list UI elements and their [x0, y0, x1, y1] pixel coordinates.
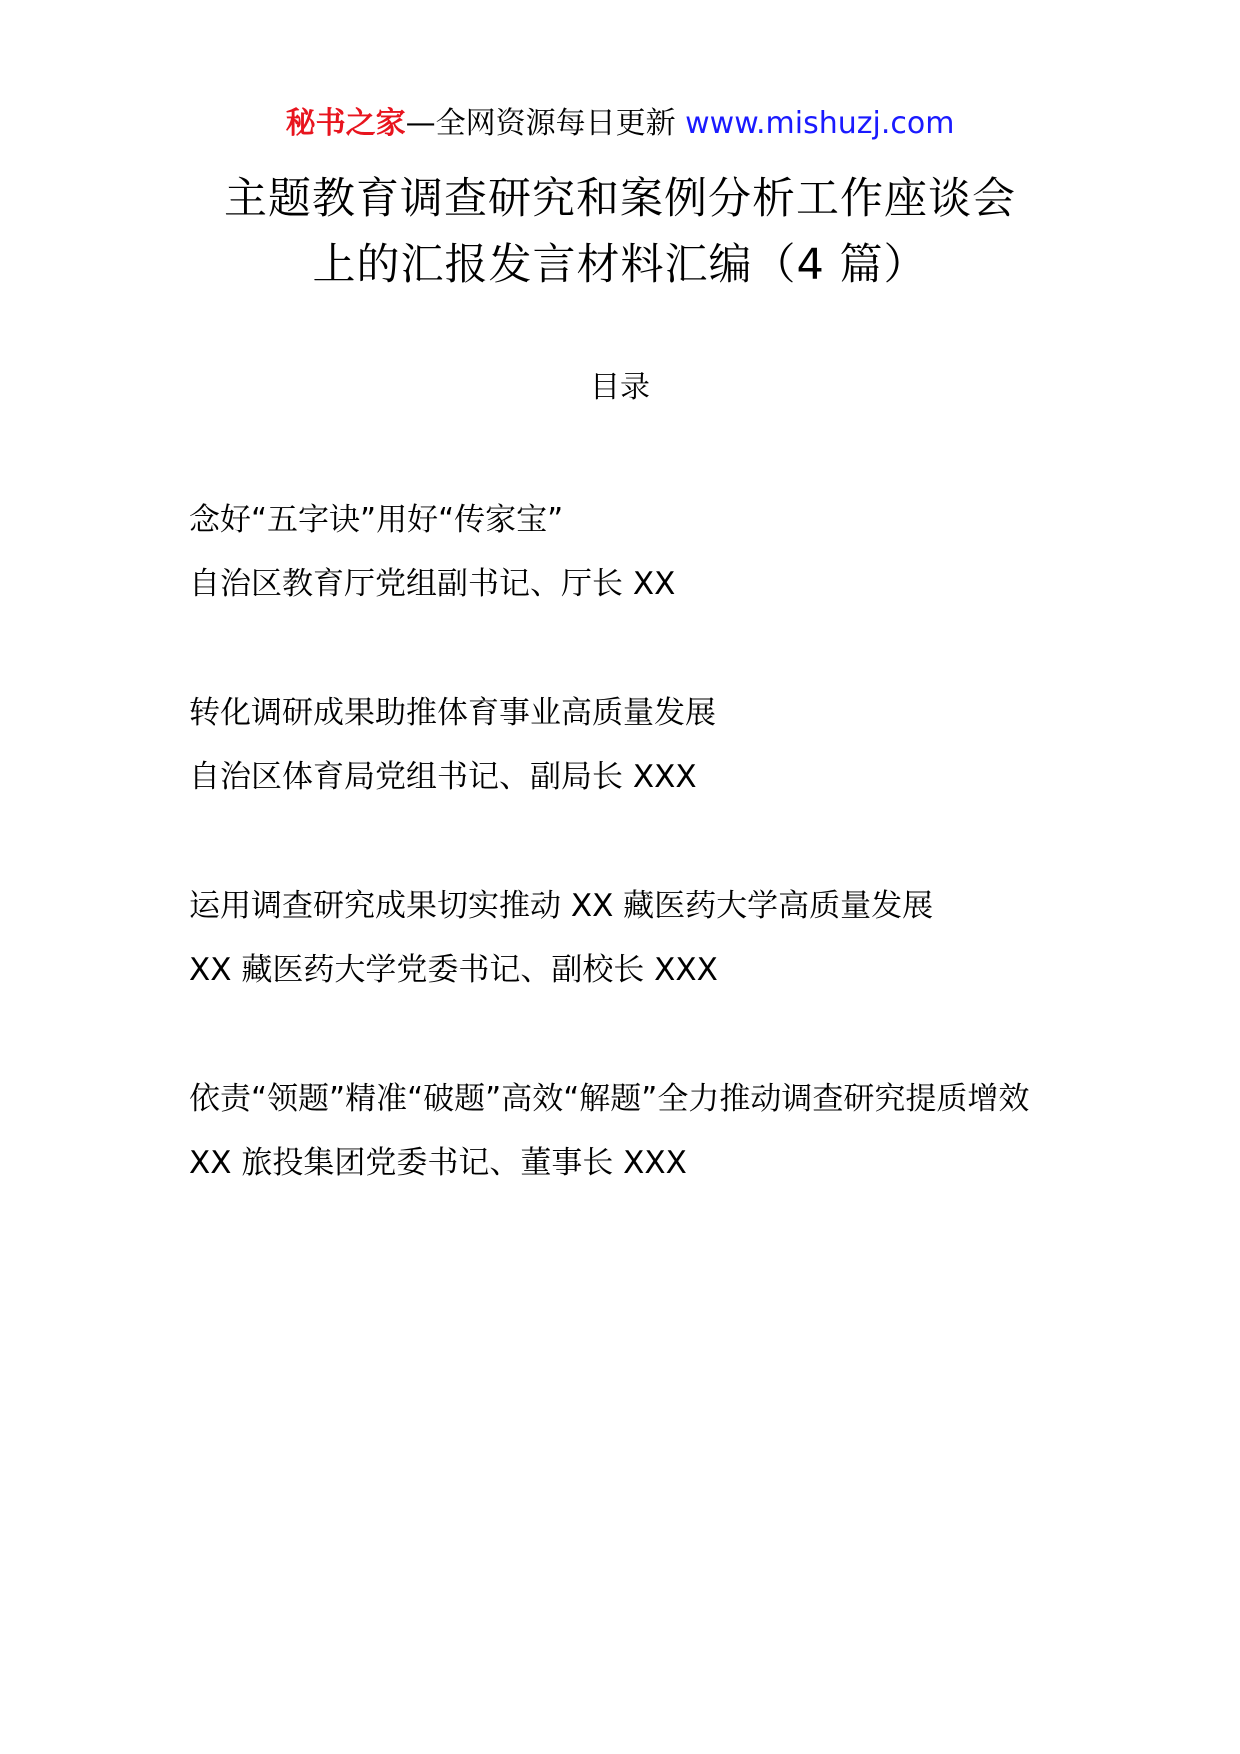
banner-url[interactable]: www.mishuzj.com — [685, 106, 955, 141]
document-title-line-2: 上的汇报发言材料汇编（4 篇） — [312, 240, 928, 290]
toc-entry-author: 自治区教育厅党组副书记、厅长 XX — [189, 566, 676, 602]
banner-brand: 秘书之家 — [285, 106, 406, 141]
toc-entry — [189, 681, 1069, 809]
toc-entry-title: 念好“五字诀”用好“传家宝” — [189, 502, 564, 538]
document-title-line-1: 主题教育调查研究和案例分析工作座谈会 — [224, 174, 1016, 224]
site-banner — [0, 104, 1240, 144]
banner-tagline: —全网资源每日更新 — [405, 106, 686, 141]
toc-entry — [189, 1067, 1069, 1195]
toc-entry-author: XX 藏医药大学党委书记、副校长 XXX — [189, 952, 718, 988]
toc-entry-title: 运用调查研究成果切实推动 XX 藏医药大学高质量发展 — [189, 888, 934, 924]
toc-entry-title: 依责“领题”精准“破题”高效“解题”全力推动调查研究提质增效 — [189, 1081, 1030, 1117]
toc-entry — [189, 874, 1069, 1002]
document-title — [0, 166, 1240, 298]
toc-entry-author: 自治区体育局党组书记、副局长 XXX — [189, 759, 697, 795]
toc-entry-title: 转化调研成果助推体育事业高质量发展 — [189, 695, 716, 731]
toc-heading: 目录 — [590, 370, 650, 405]
toc-entry-author: XX 旅投集团党委书记、董事长 XXX — [189, 1145, 687, 1181]
toc-entry — [189, 488, 1069, 616]
